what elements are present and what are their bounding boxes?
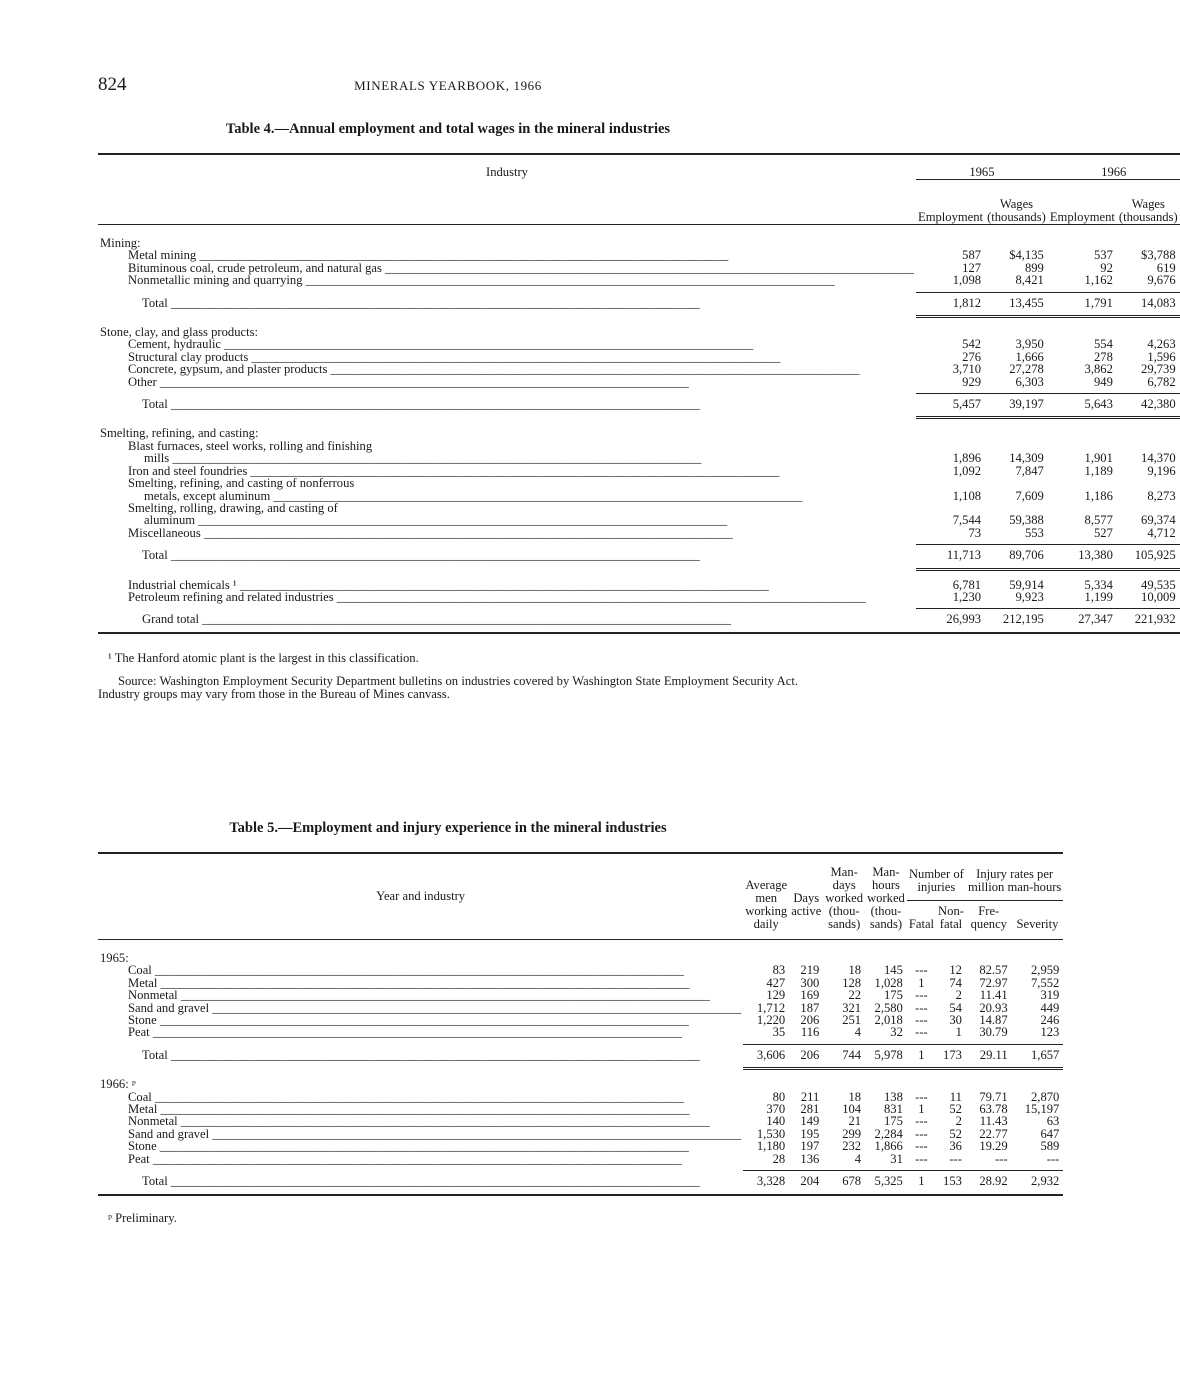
cell-days: 169 <box>800 988 820 1003</box>
cell-mhours: 175 <box>883 988 903 1003</box>
cell-e65: 6,781 <box>952 577 982 592</box>
page-number: 824 <box>98 74 127 95</box>
cell-mdays: 299 <box>842 1126 862 1141</box>
cell-mhours: 138 <box>883 1089 903 1104</box>
section-heading: Smelting, refining, and casting: <box>100 426 259 441</box>
cell-men: 80 <box>772 1089 786 1104</box>
cell-sev: 63 <box>1046 1114 1060 1129</box>
cell-days: 204 <box>800 1174 820 1189</box>
row-label: Industrial chemicals ¹ <box>128 577 237 592</box>
cell-fatal: --- <box>915 963 928 978</box>
cell-men: 140 <box>766 1114 786 1129</box>
row-label: Metal mining <box>128 248 197 263</box>
cell-nonfatal: 153 <box>943 1174 962 1189</box>
t5-header-fatal: Fatal <box>907 901 936 940</box>
total-row <box>98 1049 1063 1061</box>
t5-footnote: ᵖ Preliminary. <box>108 1211 177 1225</box>
cell-w65: 1,666 <box>1015 349 1044 364</box>
cell-w65: 59,914 <box>1009 577 1044 592</box>
cell-sev: 2,959 <box>1031 963 1060 978</box>
table4 <box>98 153 1180 634</box>
cell-freq: 20.93 <box>979 1000 1008 1015</box>
cell-e65: 542 <box>962 337 982 352</box>
cell-e65: 3,710 <box>952 362 982 377</box>
cell-men: 1,530 <box>756 1126 786 1141</box>
cell-fatal: --- <box>915 1151 928 1166</box>
cell-freq: 79.71 <box>979 1089 1008 1104</box>
cell-w66: 10,009 <box>1141 589 1176 604</box>
cell-w66: 14,370 <box>1141 451 1176 466</box>
cell-nonfatal: --- <box>949 1151 962 1166</box>
cell-men: 83 <box>772 963 786 978</box>
cell-w66: 9,196 <box>1147 463 1176 478</box>
cell-nonfatal: 30 <box>949 1013 962 1028</box>
row-label: Grand total <box>142 612 200 627</box>
cell-days: 116 <box>800 1025 820 1040</box>
page-header <box>98 74 798 100</box>
cell-w65: 553 <box>1024 525 1044 540</box>
cell-freq: --- <box>995 1151 1008 1166</box>
cell-mdays: 744 <box>842 1047 862 1062</box>
cell-fatal: --- <box>915 1000 928 1015</box>
row-label: Miscellaneous <box>128 525 201 540</box>
cell-w66: 49,535 <box>1141 577 1176 592</box>
t4-header-industry: Industry <box>486 165 528 179</box>
cell-e66: 1,901 <box>1084 451 1113 466</box>
cell-sev: --- <box>1046 1151 1060 1166</box>
cell-e66: 5,334 <box>1084 577 1113 592</box>
row-label: Total <box>142 1174 168 1189</box>
table-row <box>98 527 1180 539</box>
row-label: Total <box>142 548 168 563</box>
total-row <box>98 1175 1063 1187</box>
t4-source: Source: Washington Employment Security Department bulletins on industries covered by Washington State Employment Security Act. Industry groups may vary from those in the Bureau of Mines canvass. <box>98 674 798 701</box>
cell-mhours: 5,325 <box>874 1174 903 1189</box>
cell-sev: 123 <box>1040 1025 1060 1040</box>
total-row <box>98 297 1180 309</box>
cell-sev: 1,657 <box>1031 1047 1060 1062</box>
grand-total-row <box>98 613 1180 625</box>
cell-men: 35 <box>772 1025 786 1040</box>
cell-fatal: --- <box>915 1114 928 1129</box>
cell-mdays: 22 <box>848 988 862 1003</box>
cell-mhours: 5,978 <box>874 1047 903 1062</box>
cell-mhours: 32 <box>890 1025 903 1040</box>
cell-e66: 13,380 <box>1078 548 1113 563</box>
cell-w66: 4,712 <box>1147 525 1176 540</box>
cell-w66: 6,782 <box>1147 374 1176 389</box>
section-heading: Mining: <box>100 236 141 250</box>
cell-freq: 30.79 <box>979 1025 1008 1040</box>
cell-w65: 9,923 <box>1015 589 1044 604</box>
cell-mhours: 1,028 <box>874 975 903 990</box>
row-label: Sand and gravel <box>128 1000 210 1015</box>
cell-nonfatal: 2 <box>955 1114 962 1129</box>
cell-e66: 1,162 <box>1084 273 1113 288</box>
t5-header-man-days: Man- days worked (thou- sands) <box>823 853 865 940</box>
cell-w66: 1,596 <box>1147 349 1176 364</box>
cell-men: 1,180 <box>756 1139 786 1154</box>
cell-men: 3,606 <box>756 1047 786 1062</box>
row-label: Structural clay products <box>128 349 249 364</box>
table-row <box>98 1153 1063 1165</box>
cell-e66: 527 <box>1094 525 1113 540</box>
cell-w65: $4,135 <box>1009 248 1044 263</box>
cell-e65: 26,993 <box>946 612 982 627</box>
row-label: Stone <box>128 1013 157 1028</box>
cell-mhours: 31 <box>890 1151 903 1166</box>
cell-sev: 2,870 <box>1031 1089 1060 1104</box>
cell-e66: 537 <box>1094 248 1113 263</box>
cell-e66: 27,347 <box>1078 612 1113 627</box>
cell-nonfatal: 52 <box>949 1126 962 1141</box>
cell-w65: 899 <box>1024 260 1044 275</box>
t5-header-number-injuries: Number of injuries <box>907 853 966 901</box>
cell-e66: 8,577 <box>1084 513 1113 528</box>
cell-nonfatal: 173 <box>943 1047 962 1062</box>
row-label-line1: Smelting, refining, and casting of nonferrous <box>128 476 355 491</box>
cell-e65: 127 <box>962 260 982 275</box>
row-label: metals, except aluminum <box>144 488 271 503</box>
cell-days: 206 <box>800 1013 820 1028</box>
cell-mdays: 21 <box>848 1114 862 1129</box>
cell-e66: 1,189 <box>1084 463 1113 478</box>
t5-header-man-hours: Man- hours worked (thou- sands) <box>865 853 907 940</box>
cell-sev: 449 <box>1040 1000 1060 1015</box>
cell-days: 206 <box>800 1047 820 1062</box>
cell-freq: 22.77 <box>979 1126 1008 1141</box>
cell-freq: 82.57 <box>979 963 1008 978</box>
total-row <box>98 549 1180 561</box>
cell-fatal: 1 <box>918 1174 925 1189</box>
table5 <box>98 852 1063 1196</box>
cell-nonfatal: 36 <box>949 1139 962 1154</box>
row-label: Nonmetal <box>128 988 178 1003</box>
table-row <box>98 274 1180 286</box>
cell-nonfatal: 1 <box>955 1025 962 1040</box>
t4-header-wages-1966: Wages (thousands) <box>1117 190 1180 225</box>
cell-fatal: --- <box>915 1139 928 1154</box>
cell-men: 1,220 <box>756 1013 786 1028</box>
cell-e66: 3,862 <box>1084 362 1113 377</box>
cell-e65: 587 <box>962 248 982 263</box>
cell-e65: 1,230 <box>952 589 982 604</box>
cell-w65: 7,609 <box>1015 488 1044 503</box>
cell-e65: 73 <box>968 525 982 540</box>
row-label: Total <box>142 295 168 310</box>
cell-mdays: 18 <box>848 1089 862 1104</box>
cell-w66: 14,083 <box>1141 295 1176 310</box>
cell-nonfatal: 52 <box>949 1102 962 1117</box>
row-label: Petroleum refining and related industries <box>128 589 334 604</box>
cell-e65: 7,544 <box>952 513 982 528</box>
row-label: Stone <box>128 1139 157 1154</box>
cell-mdays: 678 <box>842 1174 862 1189</box>
cell-days: 149 <box>800 1114 820 1129</box>
cell-men: 1,712 <box>756 1000 786 1015</box>
cell-w66: 221,932 <box>1134 612 1176 627</box>
cell-w66: 105,925 <box>1134 548 1176 563</box>
cell-e65: 1,896 <box>952 451 982 466</box>
row-label: Coal <box>128 963 152 978</box>
cell-fatal: --- <box>915 1126 928 1141</box>
cell-w65: 6,303 <box>1015 374 1044 389</box>
cell-days: 187 <box>800 1000 820 1015</box>
cell-freq: 14.87 <box>979 1013 1008 1028</box>
cell-e66: 92 <box>1100 260 1113 275</box>
cell-w65: 27,278 <box>1009 362 1044 377</box>
cell-freq: 63.78 <box>979 1102 1008 1117</box>
cell-men: 370 <box>766 1102 786 1117</box>
cell-sev: 2,932 <box>1031 1174 1060 1189</box>
cell-w66: 42,380 <box>1141 397 1176 412</box>
row-label: Nonmetal <box>128 1114 178 1129</box>
cell-freq: 11.41 <box>979 988 1008 1003</box>
cell-men: 129 <box>766 988 786 1003</box>
cell-mdays: 232 <box>842 1139 862 1154</box>
row-label: Total <box>142 1047 168 1062</box>
cell-freq: 19.29 <box>979 1139 1008 1154</box>
cell-e65: 5,457 <box>952 397 982 412</box>
table4-title: Table 4.—Annual employment and total wages in the mineral industries <box>225 121 671 137</box>
t5-header-frequency: Fre- quency <box>966 901 1012 940</box>
cell-w65: 39,197 <box>1009 397 1044 412</box>
cell-fatal: --- <box>915 988 928 1003</box>
cell-e65: 1,812 <box>952 295 982 310</box>
cell-mhours: 2,580 <box>874 1000 903 1015</box>
cell-e65: 1,092 <box>952 463 982 478</box>
table5-title: Table 5.—Employment and injury experience in the mineral industries <box>229 820 667 836</box>
t4-header-wages-1965: Wages (thousands) <box>985 190 1048 225</box>
cell-w65: 212,195 <box>1002 612 1044 627</box>
cell-mhours: 1,866 <box>874 1139 903 1154</box>
t4-header-employment-1966: Employment <box>1048 190 1117 225</box>
t5-header-nonfatal: Non- fatal <box>936 901 966 940</box>
t4-header-1966: 1966 <box>1048 154 1180 180</box>
cell-w66: 29,739 <box>1141 362 1176 377</box>
cell-e66: 1,791 <box>1084 295 1113 310</box>
row-label: Iron and steel foundries <box>128 463 248 478</box>
cell-mdays: 251 <box>842 1013 862 1028</box>
cell-w65: 89,706 <box>1009 548 1044 563</box>
t5-header-year-industry: Year and industry <box>98 853 743 940</box>
cell-fatal: 1 <box>918 975 925 990</box>
cell-sev: 319 <box>1040 988 1060 1003</box>
t4-footnote: ¹ The Hanford atomic plant is the largest in this classification. <box>108 651 419 665</box>
cell-nonfatal: 12 <box>949 963 962 978</box>
t5-header-avg-men: Average men working daily <box>743 853 789 940</box>
cell-men: 28 <box>772 1151 786 1166</box>
cell-w65: 59,388 <box>1009 513 1044 528</box>
cell-fatal: --- <box>915 1013 928 1028</box>
cell-days: 211 <box>800 1089 820 1104</box>
cell-nonfatal: 54 <box>949 1000 962 1015</box>
cell-sev: 246 <box>1040 1013 1060 1028</box>
t4-header-employment-1965: Employment <box>916 190 985 225</box>
cell-mhours: 145 <box>883 963 903 978</box>
t5-header-days-active: Days active <box>789 853 823 940</box>
cell-sev: 589 <box>1040 1139 1060 1154</box>
cell-w66: 619 <box>1156 260 1176 275</box>
cell-mdays: 18 <box>848 963 862 978</box>
cell-e65: 1,098 <box>952 273 982 288</box>
cell-mhours: 2,018 <box>874 1013 903 1028</box>
cell-e65: 11,713 <box>946 548 982 563</box>
cell-days: 136 <box>800 1151 820 1166</box>
cell-freq: 28.92 <box>979 1174 1008 1189</box>
cell-fatal: 1 <box>918 1047 925 1062</box>
row-label: Total <box>142 397 168 412</box>
cell-w65: 13,455 <box>1009 295 1044 310</box>
cell-men: 3,328 <box>756 1174 786 1189</box>
cell-e66: 1,199 <box>1084 589 1113 604</box>
cell-sev: 7,552 <box>1031 975 1060 990</box>
row-label: Sand and gravel <box>128 1126 210 1141</box>
row-label: Other <box>128 374 157 389</box>
cell-fatal: 1 <box>918 1102 925 1117</box>
cell-w65: 7,847 <box>1015 463 1044 478</box>
cell-w66: 4,263 <box>1147 337 1176 352</box>
t5-header-injury-rates: Injury rates per million man-hours <box>966 853 1063 901</box>
cell-men: 427 <box>766 975 786 990</box>
cell-sev: 15,197 <box>1024 1102 1060 1117</box>
cell-days: 300 <box>800 975 820 990</box>
section-heading: 1965: <box>100 951 129 965</box>
cell-e66: 278 <box>1094 349 1113 364</box>
cell-freq: 72.97 <box>979 975 1008 990</box>
row-label: Peat <box>128 1151 150 1166</box>
section-heading: Stone, clay, and glass products: <box>100 325 258 340</box>
cell-w65: 14,309 <box>1009 451 1044 466</box>
row-label: Metal <box>128 975 158 990</box>
cell-nonfatal: 74 <box>949 975 962 990</box>
row-label: Metal <box>128 1102 158 1117</box>
running-head: MINERALS YEARBOOK, 1966 <box>354 78 542 93</box>
cell-mdays: 104 <box>842 1102 862 1117</box>
cell-w65: 3,950 <box>1015 337 1044 352</box>
table-row <box>98 591 1180 603</box>
row-label: Peat <box>128 1025 150 1040</box>
cell-w65: 8,421 <box>1015 273 1044 288</box>
cell-e65: 1,108 <box>952 488 982 503</box>
cell-mdays: 321 <box>842 1000 862 1015</box>
cell-e66: 949 <box>1094 374 1113 389</box>
section-heading: 1966: ᵖ <box>100 1077 136 1092</box>
cell-mhours: 831 <box>883 1102 903 1117</box>
cell-w66: $3,788 <box>1141 248 1176 263</box>
row-label: aluminum <box>144 513 196 528</box>
cell-fatal: --- <box>915 1089 928 1104</box>
cell-e65: 929 <box>962 374 982 389</box>
cell-freq: 29.11 <box>979 1047 1008 1062</box>
table-row <box>98 1026 1063 1038</box>
cell-days: 219 <box>800 963 820 978</box>
cell-mdays: 4 <box>854 1151 862 1166</box>
cell-e65: 276 <box>962 349 982 364</box>
t4-header-1965: 1965 <box>916 154 1048 180</box>
cell-w66: 9,676 <box>1147 273 1176 288</box>
cell-e66: 1,186 <box>1084 488 1113 503</box>
section-heading-row <box>98 427 1180 439</box>
t5-header-severity: Severity <box>1012 901 1064 940</box>
cell-e66: 5,643 <box>1084 397 1113 412</box>
cell-days: 195 <box>800 1126 820 1141</box>
row-label-line1: Smelting, rolling, drawing, and casting of <box>128 500 338 515</box>
cell-mhours: 175 <box>883 1114 903 1129</box>
cell-fatal: --- <box>915 1025 928 1040</box>
row-label: mills <box>144 451 170 466</box>
cell-w66: 8,273 <box>1147 488 1176 503</box>
cell-nonfatal: 11 <box>949 1089 962 1104</box>
row-label: Bituminous coal, crude petroleum, and natural gas <box>128 260 382 275</box>
row-label: Coal <box>128 1089 152 1104</box>
cell-e66: 554 <box>1094 337 1113 352</box>
cell-mhours: 2,284 <box>874 1126 903 1141</box>
cell-mdays: 4 <box>854 1025 862 1040</box>
row-label-line1: Blast furnaces, steel works, rolling and finishing <box>128 438 373 453</box>
cell-sev: 647 <box>1040 1126 1060 1141</box>
cell-days: 197 <box>800 1139 820 1154</box>
cell-mdays: 128 <box>842 975 862 990</box>
cell-days: 281 <box>800 1102 820 1117</box>
cell-freq: 11.43 <box>979 1114 1008 1129</box>
row-label: Nonmetallic mining and quarrying <box>128 273 303 288</box>
row-label: Concrete, gypsum, and plaster products <box>128 362 328 377</box>
row-label: Cement, hydraulic <box>128 337 222 352</box>
cell-nonfatal: 2 <box>955 988 962 1003</box>
cell-w66: 69,374 <box>1141 513 1176 528</box>
total-row <box>98 398 1180 410</box>
table-row <box>98 376 1180 388</box>
